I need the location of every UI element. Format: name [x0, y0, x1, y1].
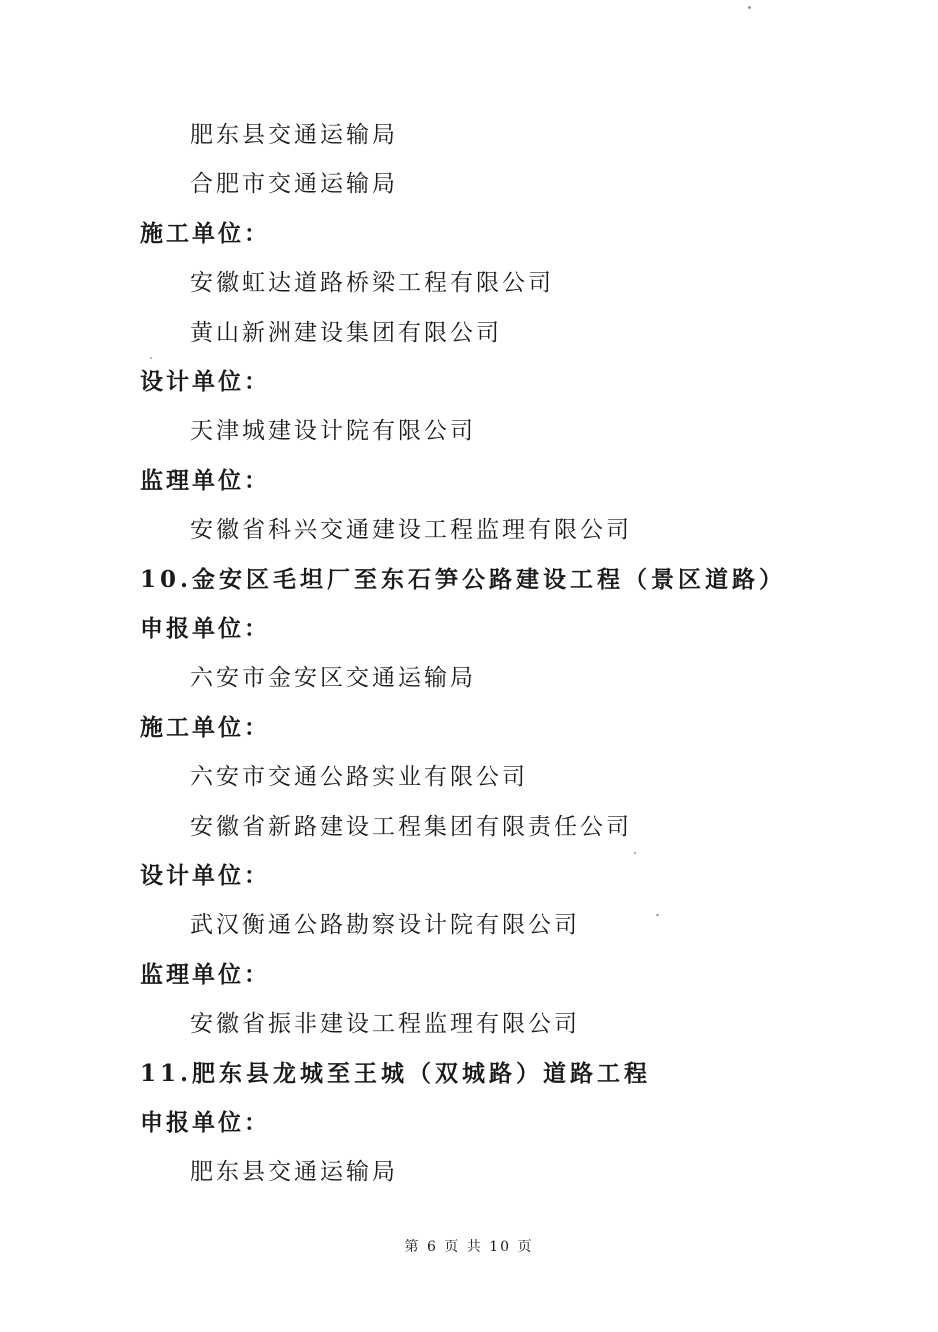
entry-line: 六安市交通公路实业有限公司	[190, 764, 528, 790]
section-label: 申报单位：	[140, 1109, 270, 1136]
section-label: 监理单位：	[140, 961, 270, 988]
entry-line: 黄山新洲建设集团有限公司	[190, 320, 502, 346]
scan-speck	[748, 6, 751, 9]
project-heading: 10.金安区毛坦厂至东石笋公路建设工程（景区道路）	[140, 566, 787, 593]
section-label: 施工单位：	[140, 220, 270, 247]
entry-line: 安徽省新路建设工程集团有限责任公司	[190, 814, 632, 840]
entry-line: 武汉衡通公路勘察设计院有限公司	[190, 912, 580, 938]
entry-line: 肥东县交通运输局	[190, 122, 398, 148]
section-label: 监理单位：	[140, 467, 270, 494]
entry-line: 安徽省振非建设工程监理有限公司	[190, 1011, 580, 1037]
section-label: 设计单位：	[140, 862, 270, 889]
section-label: 施工单位：	[140, 714, 270, 741]
entry-line: 天津城建设计院有限公司	[190, 418, 476, 444]
page-number-footer: 第 6 页 共 10 页	[404, 1239, 534, 1255]
scan-speck	[656, 914, 659, 916]
entry-line: 安徽虹达道路桥梁工程有限公司	[190, 270, 554, 296]
scan-speck	[150, 357, 152, 359]
entry-line: 六安市金安区交通运输局	[190, 665, 476, 691]
entry-line: 肥东县交通运输局	[190, 1159, 398, 1185]
section-label: 申报单位：	[140, 615, 270, 642]
section-label: 设计单位：	[140, 368, 270, 395]
entry-line: 合肥市交通运输局	[190, 171, 398, 197]
scan-speck	[634, 852, 636, 854]
entry-line: 安徽省科兴交通建设工程监理有限公司	[190, 517, 632, 543]
project-heading: 11.肥东县龙城至王城（双城路）道路工程	[140, 1060, 652, 1087]
